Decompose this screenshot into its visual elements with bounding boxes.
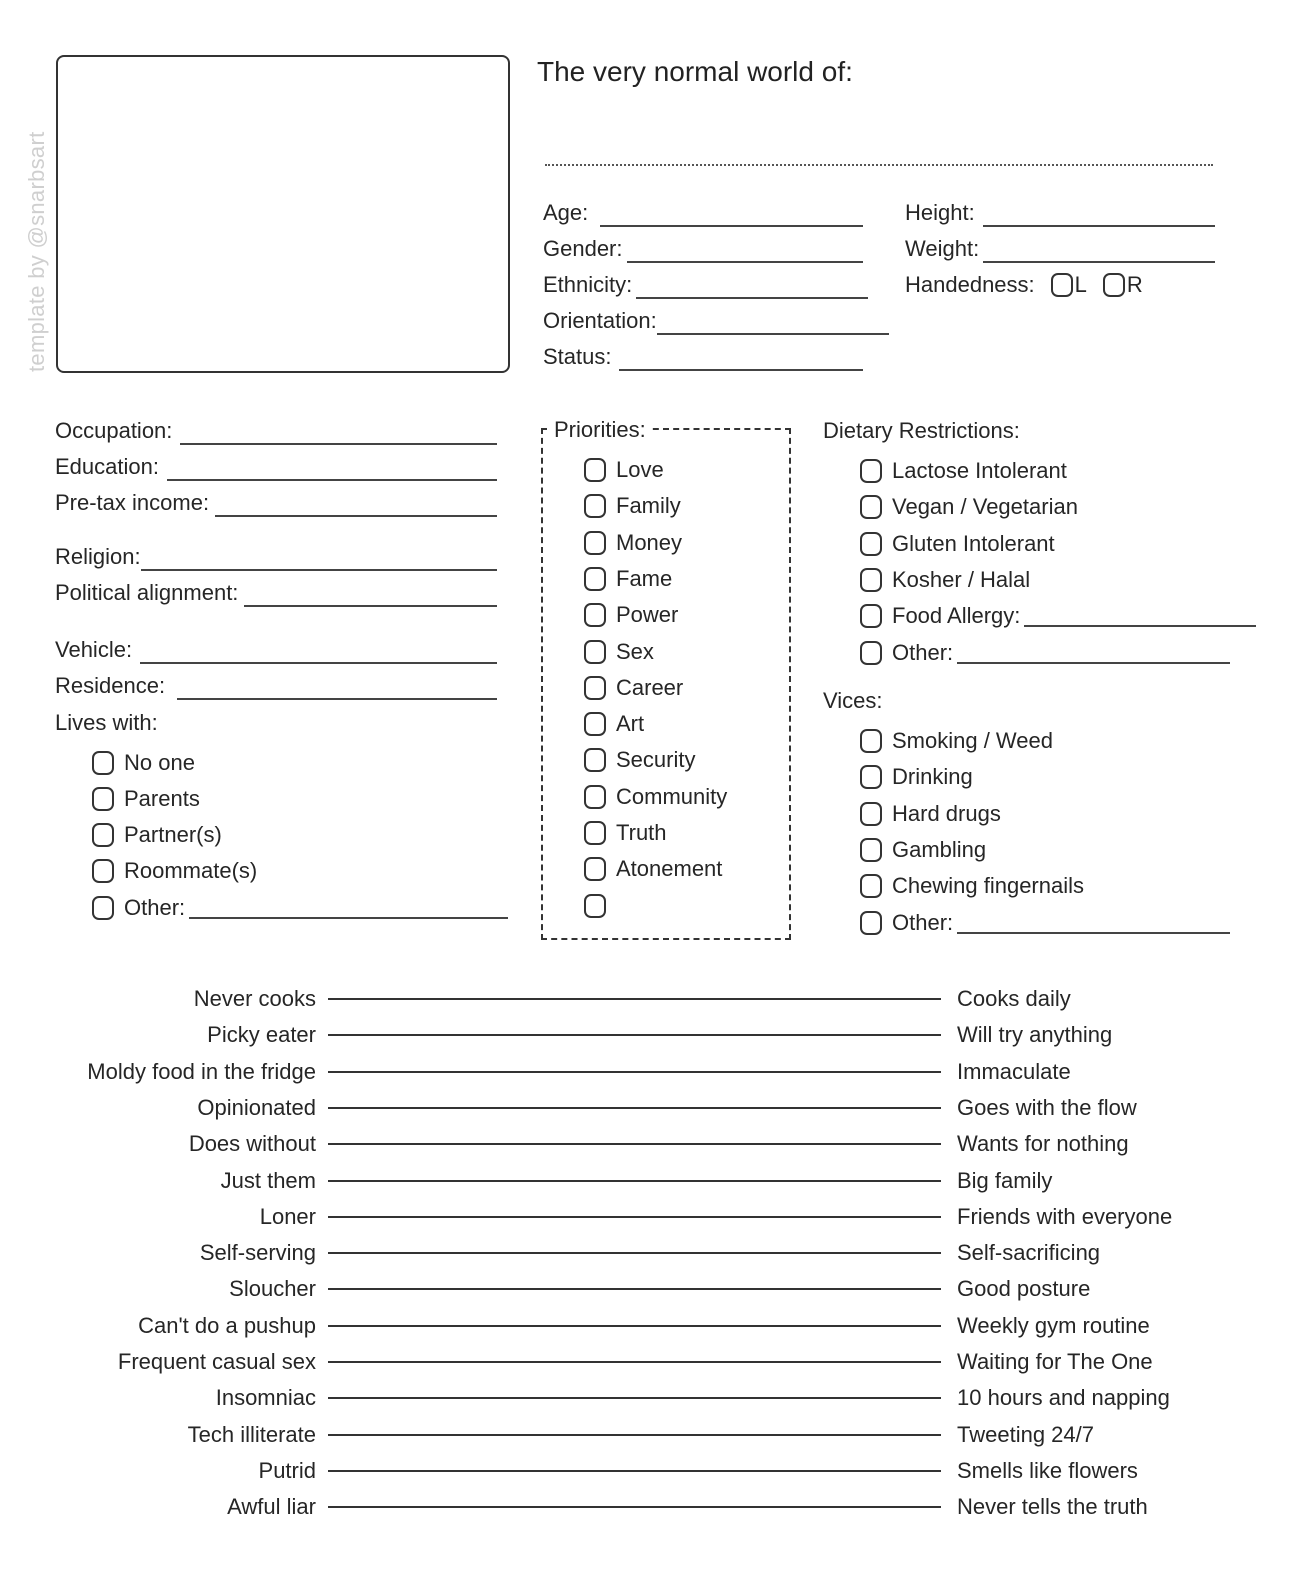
option-label: Other: (892, 639, 954, 665)
trait-scale-row (40, 1456, 1270, 1486)
ethnicity-label: Ethnicity: (543, 272, 633, 297)
checkbox-icon[interactable] (860, 911, 882, 935)
lives-with-option[interactable] (92, 784, 200, 814)
scale-right-label: Cooks daily (957, 986, 1071, 1011)
ethnicity-input[interactable] (636, 277, 868, 299)
dietary-option[interactable] (860, 601, 1230, 631)
scale-line[interactable] (328, 1506, 941, 1508)
checkbox-icon[interactable] (860, 568, 882, 592)
occupation-input[interactable] (180, 423, 497, 445)
lives-with-option-other[interactable] (92, 893, 508, 923)
vices-option[interactable] (860, 871, 1084, 901)
scale-left-label: Frequent casual sex (117, 1349, 316, 1374)
option-label: Gluten Intolerant (892, 530, 1055, 556)
scale-line[interactable] (328, 998, 941, 1000)
residence-label: Residence: (55, 673, 166, 698)
checkbox-icon[interactable] (584, 748, 606, 772)
handedness-field (905, 270, 1205, 300)
status-label: Status: (543, 344, 612, 369)
lives-with-label: Lives with: (55, 710, 158, 735)
height-field (905, 198, 1193, 228)
scale-right-label: Will try anything (957, 1022, 1113, 1048)
checkbox-icon[interactable] (92, 751, 114, 775)
scale-right-label: Big family (957, 1167, 1053, 1193)
option-label: Other: (892, 909, 954, 935)
checkbox-icon[interactable] (860, 729, 882, 753)
checkbox-icon[interactable] (92, 896, 114, 920)
option-label: Love (616, 457, 664, 482)
scale-right-label: Waiting for The One (957, 1349, 1153, 1374)
priorities-option[interactable] (584, 528, 682, 558)
scale-right-label: Never tells the truth (957, 1494, 1148, 1520)
religion-field (55, 542, 497, 572)
scale-line[interactable] (328, 1034, 941, 1036)
scale-left-label: Picky eater (207, 1022, 316, 1048)
scale-left-label: Does without (188, 1131, 316, 1157)
checkbox-icon[interactable] (860, 838, 882, 862)
priorities-option[interactable] (584, 818, 667, 848)
scale-line[interactable] (328, 1434, 941, 1436)
pre-tax-income-input[interactable] (215, 495, 497, 517)
lives-with-option[interactable] (92, 748, 195, 778)
pre-tax-income-field (55, 488, 497, 518)
checkbox-icon[interactable] (584, 640, 606, 664)
option-label: Community (616, 783, 728, 809)
education-field (55, 452, 497, 482)
status-field (543, 342, 863, 372)
scale-right-label: Good posture (957, 1276, 1091, 1302)
orientation-field (543, 306, 863, 336)
checkbox-icon[interactable] (860, 765, 882, 789)
lives-with-option[interactable] (92, 820, 222, 850)
option-label: Drinking (892, 764, 973, 790)
ethnicity-field (543, 270, 863, 300)
height-input[interactable] (983, 205, 1215, 227)
priorities-option[interactable] (584, 491, 681, 521)
residence-input[interactable] (177, 678, 497, 700)
scale-line[interactable] (328, 1180, 941, 1182)
checkbox-icon[interactable] (860, 641, 882, 665)
scale-left-label: Tech illiterate (187, 1421, 316, 1447)
scale-left-label: Sloucher (229, 1276, 316, 1302)
scale-left-label: Awful liar (227, 1494, 316, 1520)
option-value-input[interactable] (957, 912, 1230, 934)
gender-label: Gender: (543, 236, 623, 261)
pre-tax-income-label: Pre-tax income: (55, 490, 210, 515)
dietary-option[interactable] (860, 638, 1230, 668)
priorities-option[interactable] (584, 782, 727, 812)
scale-right-label: 10 hours and napping (957, 1385, 1170, 1411)
height-label: Height: (905, 200, 975, 225)
trait-scale-row (40, 1238, 1270, 1268)
option-value-input[interactable] (957, 642, 1230, 664)
option-label: No one (124, 750, 195, 775)
scale-right-label: Weekly gym routine (957, 1312, 1150, 1338)
scale-line[interactable] (328, 1252, 941, 1254)
scale-left-label: Can't do a pushup (138, 1312, 316, 1338)
trait-scale-row (40, 1420, 1270, 1450)
checkbox-icon[interactable] (1051, 273, 1073, 297)
trait-scale-row (40, 1202, 1270, 1232)
scale-line[interactable] (328, 1288, 941, 1290)
option-label: Other: (124, 895, 186, 920)
handedness-option-left[interactable] (1051, 270, 1087, 300)
age-label: Age: (543, 200, 589, 225)
priorities-option[interactable] (584, 564, 672, 594)
scale-left-label: Moldy food in the fridge (87, 1058, 316, 1084)
option-label: Parents (124, 786, 200, 811)
trait-scale-row (40, 1383, 1270, 1413)
option-label: Art (616, 711, 645, 737)
scale-right-label: Goes with the flow (957, 1094, 1137, 1120)
checkbox-icon[interactable] (92, 787, 114, 811)
option-label: Power (616, 602, 679, 628)
trait-scale-row (40, 1020, 1270, 1050)
lives-with-option[interactable] (92, 856, 257, 886)
checkbox-icon[interactable] (584, 821, 606, 845)
age-input[interactable] (600, 205, 863, 227)
age-field (543, 198, 863, 228)
education-label: Education: (55, 454, 159, 479)
checkbox-icon[interactable] (92, 859, 114, 883)
priorities-option[interactable] (584, 709, 644, 739)
option-label: Sex (616, 638, 654, 664)
option-label: Food Allergy: (892, 603, 1021, 629)
scale-line[interactable] (328, 1143, 941, 1145)
checkbox-icon[interactable] (860, 495, 882, 519)
option-label: Money (616, 529, 683, 555)
checkbox-icon[interactable] (584, 603, 606, 627)
trait-scale-row (40, 1129, 1270, 1159)
scale-left-label: Self-serving (199, 1240, 316, 1266)
checkbox-icon[interactable] (860, 532, 882, 556)
checkbox-icon[interactable] (860, 874, 882, 898)
option-label: Roommate(s) (124, 858, 258, 883)
vehicle-label: Vehicle: (55, 637, 133, 662)
priorities-option[interactable] (584, 745, 695, 775)
option-label: Kosher / Halal (892, 566, 1031, 592)
checkbox-icon[interactable] (860, 604, 882, 628)
gender-input[interactable] (627, 241, 864, 263)
trait-scale-row (40, 1166, 1270, 1196)
trait-scale-row (40, 1274, 1270, 1304)
vices-label: Vices: (823, 688, 883, 713)
handedness-label: Handedness: (905, 272, 1035, 297)
option-label: Hard drugs (892, 800, 1001, 826)
scale-line[interactable] (328, 1361, 941, 1363)
scale-left-label: Opinionated (197, 1094, 316, 1120)
checkbox-icon[interactable] (584, 712, 606, 736)
scale-line[interactable] (328, 1071, 941, 1073)
political-alignment-input[interactable] (244, 585, 497, 607)
weight-label: Weight: (905, 236, 980, 261)
orientation-input[interactable] (657, 313, 889, 335)
handedness-option-label: L (1074, 272, 1087, 297)
status-input[interactable] (619, 349, 863, 371)
religion-input[interactable] (141, 549, 497, 571)
lives-with-other-input[interactable] (189, 897, 508, 919)
dietary-restrictions-label: Dietary Restrictions: (823, 418, 1020, 443)
checkbox-icon[interactable] (1103, 273, 1125, 297)
option-label: Partner(s) (124, 822, 222, 847)
priorities-label: Priorities: (548, 415, 652, 445)
trait-scale-row (40, 1311, 1270, 1341)
option-label: Smoking / Weed (892, 728, 1054, 753)
option-label: Career (616, 674, 684, 700)
vices-option[interactable] (860, 835, 986, 865)
dietary-option[interactable] (860, 492, 1078, 522)
option-label: Security (616, 747, 696, 773)
scale-left-label: Never cooks (193, 986, 316, 1011)
scale-left-label: Just them (220, 1167, 316, 1193)
trait-scale-row (40, 1492, 1270, 1522)
scale-right-label: Immaculate (957, 1058, 1071, 1084)
checkbox-icon[interactable] (584, 894, 606, 918)
priorities-option[interactable] (584, 600, 678, 630)
option-label: Vegan / Vegetarian (892, 494, 1078, 520)
scale-right-label: Wants for nothing (957, 1131, 1129, 1157)
vices-option[interactable] (860, 799, 1001, 829)
option-label: Atonement (616, 856, 723, 882)
handedness-option-label: R (1126, 272, 1143, 297)
scale-right-label: Tweeting 24/7 (957, 1421, 1094, 1447)
handedness-option-right[interactable] (1103, 270, 1143, 300)
dietary-option[interactable] (860, 456, 1067, 486)
scale-left-label: Insomniac (215, 1385, 316, 1411)
priorities-option[interactable] (584, 891, 616, 921)
vehicle-field (55, 635, 497, 665)
scale-right-label: Smells like flowers (957, 1457, 1138, 1483)
occupation-field (55, 416, 497, 446)
priorities-option[interactable] (584, 854, 722, 884)
priorities-option[interactable] (584, 455, 664, 485)
dietary-option[interactable] (860, 529, 1055, 559)
trait-scale-row (40, 1093, 1270, 1123)
scale-left-label: Putrid (258, 1457, 316, 1483)
trait-scale-row (40, 1057, 1270, 1087)
checkbox-icon[interactable] (860, 459, 882, 483)
trait-scale-row (40, 984, 1270, 1014)
orientation-label: Orientation: (543, 308, 657, 333)
scale-line[interactable] (328, 1397, 941, 1399)
vehicle-input[interactable] (140, 642, 497, 664)
option-label: Gambling (892, 836, 987, 862)
page-title: The very normal world of: (537, 56, 853, 87)
political-alignment-field (55, 578, 497, 608)
scale-right-label: Self-sacrificing (957, 1240, 1101, 1266)
political-alignment-label: Political alignment: (55, 580, 239, 605)
dietary-option[interactable] (860, 565, 1030, 595)
watermark: template by @snarbsart (24, 131, 49, 372)
checkbox-icon[interactable] (584, 494, 606, 518)
checkbox-icon[interactable] (584, 785, 606, 809)
option-label: Truth (616, 820, 667, 845)
scale-right-label: Friends with everyone (957, 1203, 1173, 1229)
scale-line[interactable] (328, 1325, 941, 1327)
scale-line[interactable] (328, 1216, 941, 1218)
gender-field (543, 234, 863, 264)
option-label: Lactose Intolerant (892, 458, 1067, 483)
scale-left-label: Loner (259, 1203, 316, 1229)
option-value-input[interactable] (1024, 605, 1256, 627)
vices-option[interactable] (860, 908, 1230, 938)
checkbox-icon[interactable] (584, 676, 606, 700)
priorities-option[interactable] (584, 673, 683, 703)
priorities-option[interactable] (584, 637, 654, 667)
portrait-frame[interactable] (56, 55, 510, 373)
checkbox-icon[interactable] (584, 567, 606, 591)
occupation-label: Occupation: (55, 418, 173, 443)
education-input[interactable] (167, 459, 497, 481)
religion-label: Religion: (55, 544, 141, 569)
option-label: Family (616, 493, 681, 519)
character-name-line[interactable] (545, 164, 1213, 166)
checkbox-icon[interactable] (584, 458, 606, 482)
option-label: Chewing fingernails (892, 873, 1084, 899)
checkbox-icon[interactable] (584, 531, 606, 555)
vices-option[interactable] (860, 726, 1053, 756)
checkbox-icon[interactable] (860, 802, 882, 826)
checkbox-icon[interactable] (92, 823, 114, 847)
residence-field (55, 671, 497, 701)
option-label: Fame (616, 565, 673, 591)
checkbox-icon[interactable] (584, 857, 606, 881)
trait-scale-row (40, 1347, 1270, 1377)
weight-field (905, 234, 1193, 264)
scale-line[interactable] (328, 1107, 941, 1109)
vices-option[interactable] (860, 762, 973, 792)
scale-line[interactable] (328, 1470, 941, 1472)
weight-input[interactable] (983, 241, 1215, 263)
